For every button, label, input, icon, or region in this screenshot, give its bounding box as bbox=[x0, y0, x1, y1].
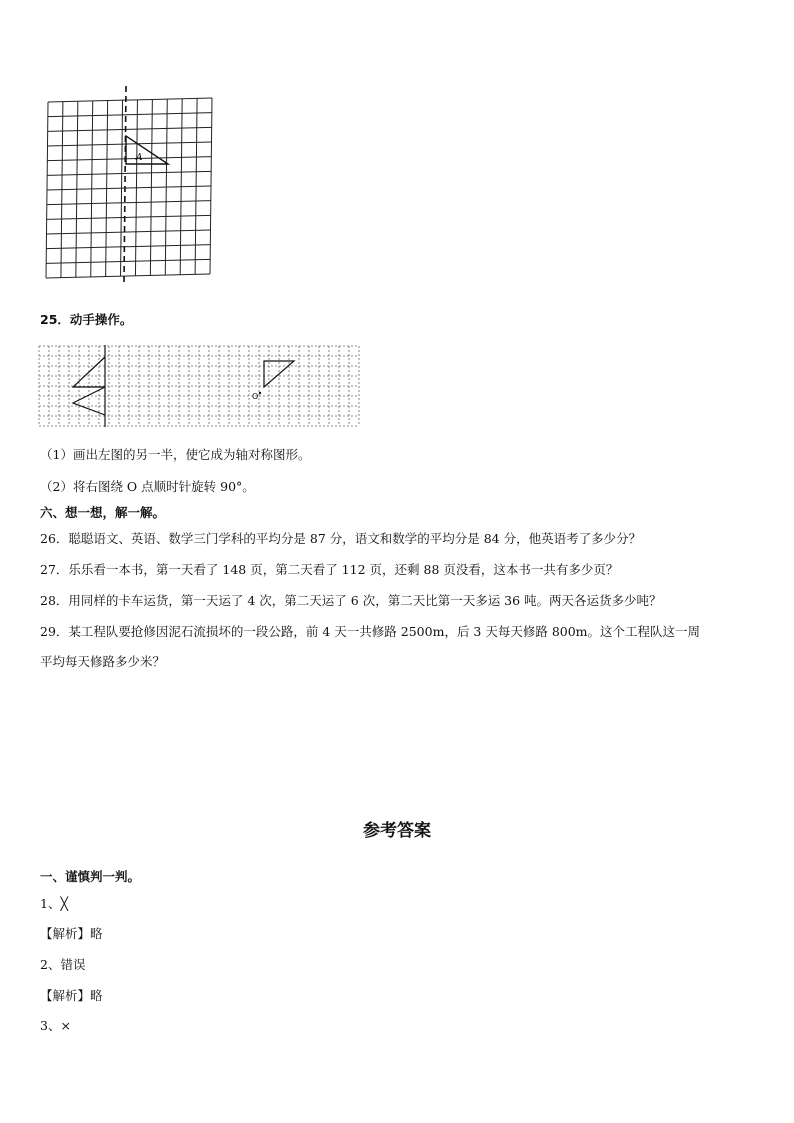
question-29-line-1: 29．某工程队要抢修因泥石流损坏的一段公路，前 4 天一共修路 2500m，后 3 天每天修路 800m。这个工程队这一周 bbox=[40, 624, 701, 639]
symmetry-grid-figure bbox=[44, 84, 220, 284]
grid-line bbox=[48, 113, 212, 117]
triangle-a bbox=[126, 136, 168, 164]
question-25-part-2: （2）将右图绕 O 点顺时针旋转 90°。 bbox=[40, 479, 255, 494]
grid-line bbox=[47, 186, 211, 190]
grid-line bbox=[47, 201, 211, 205]
grid-line bbox=[46, 245, 210, 249]
grid-line bbox=[48, 127, 212, 131]
question-25-part-1: （1）画出左图的另一半，使它成为轴对称图形。 bbox=[40, 447, 311, 462]
question-26: 26．聪聪语文、英语、数学三门学科的平均分是 87 分，语文和数学的平均分是 84 分，他英语考了多少分？ bbox=[40, 531, 642, 546]
answers-title: 参考答案 bbox=[363, 821, 431, 841]
question-29-line-2: 平均每天修路多少米？ bbox=[40, 654, 166, 669]
answer-1-note: 【解析】略 bbox=[40, 926, 103, 941]
grid-line bbox=[47, 215, 211, 219]
answer-2-note: 【解析】略 bbox=[40, 988, 103, 1003]
grid-line bbox=[47, 230, 211, 234]
grid-line bbox=[48, 142, 212, 146]
question-27: 27．乐乐看一本书，第一天看了 148 页，第二天看了 112 页，还剩 88 页没看，这本书一共有多少页？ bbox=[40, 562, 619, 577]
answer-2: 2、错误 bbox=[40, 957, 86, 972]
question-28: 28．用同样的卡车运货，第一天运了 4 次，第二天运了 6 次，第二天比第一天多运 36 吨。两天各运货多少吨？ bbox=[40, 593, 662, 608]
grid-line bbox=[48, 98, 212, 102]
dotted-grid-figure bbox=[38, 345, 360, 427]
section-6-heading: 六、想一想，解一解。 bbox=[40, 505, 166, 520]
answer-3: 3、× bbox=[40, 1018, 71, 1033]
grid-line bbox=[47, 157, 211, 161]
triangle-a-label: A bbox=[136, 153, 143, 163]
grid-line bbox=[47, 171, 211, 175]
answers-section-1-heading: 一、谨慎判一判。 bbox=[40, 869, 141, 884]
answer-1: 1、╳ bbox=[40, 896, 68, 911]
question-25-title: 25．动手操作。 bbox=[40, 312, 133, 327]
grid-line bbox=[46, 259, 210, 263]
grid-line bbox=[46, 274, 210, 278]
symmetry-axis-line bbox=[124, 86, 126, 282]
point-o-dot bbox=[259, 392, 261, 394]
point-o-label: O bbox=[252, 392, 259, 401]
